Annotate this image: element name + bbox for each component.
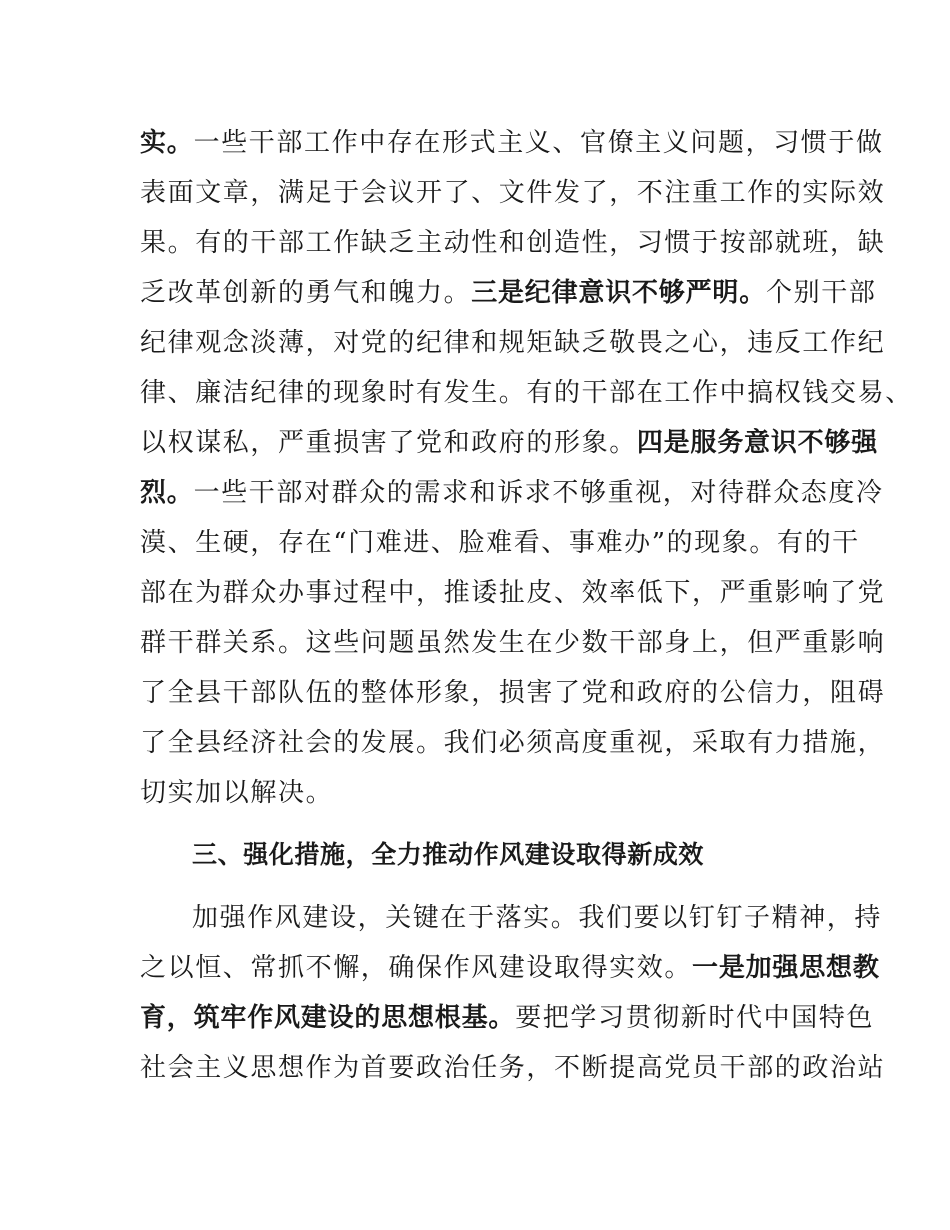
text-line: 以权谋私，严重损害了党和政府的形象。四是服务意识不够强 [140,428,879,458]
text-line: 之以恒、常抓不懈，确保作风建设取得实效。一是加强思想教 [140,953,880,983]
text-line: 了全县干部队伍的整体形象，损害了党和政府的公信力，阻碍 [140,678,886,708]
text-line: 社会主义思想作为首要政治任务，不断提高党员干部的政治站 [140,1053,886,1083]
text-line: 群干群关系。这些问题虽然发生在少数干部身上，但严重影响 [140,628,886,658]
bold-phrase: 烈。 [140,478,194,508]
section-heading: 三、强化措施，全力推动作风建设取得新成效 [192,840,705,869]
text-line: 律、廉洁纪律的现象时有发生。有的干部在工作中搞权钱交易、 [140,378,913,408]
bold-phrase: 三是纪律意识不够严明。 [471,278,767,308]
text-line: 加强作风建设，关键在于落实。我们要以钉钉子精神，持 [192,903,883,933]
text-line: 烈。一些干部对群众的需求和诉求不够重视，对待群众态度冷 [140,478,884,508]
text-line: 果。有的干部工作缺乏主动性和创造性，习惯于按部就班，缺 [140,228,886,258]
text-line: 纪律观念淡薄，对党的纪律和规矩缺乏敬畏之心，违反工作纪 [140,328,886,358]
text-line: 表面文章，满足于会议开了、文件发了，不注重工作的实际效 [140,178,886,208]
bold-phrase: 四是服务意识不够强 [636,428,879,458]
bold-phrase: 一是加强思想教 [692,953,880,983]
text-line: 乏改革创新的勇气和魄力。三是纪律意识不够严明。个别干部 [140,278,877,308]
text-line: 育，筑牢作风建设的思想根基。要把学习贯彻新时代中国特色 [140,1003,875,1033]
bold-phrase: 育，筑牢作风建设的思想根基。 [140,1003,516,1033]
text-line: 实。一些干部工作中存在形式主义、官僚主义问题，习惯于做 [140,128,884,158]
text-line: 部在为群众办事过程中，推诿扯皮、效率低下，严重影响了党 [140,578,886,608]
text-line: 切实加以解决。 [140,778,334,808]
bold-phrase: 实。 [140,128,194,158]
text-line: 了全县经济社会的发展。我们必须高度重视，采取有力措施， [140,728,886,758]
text-line: 漠、生硬，存在“门难进、脸难看、事难办”的现象。有的干 [140,528,860,558]
